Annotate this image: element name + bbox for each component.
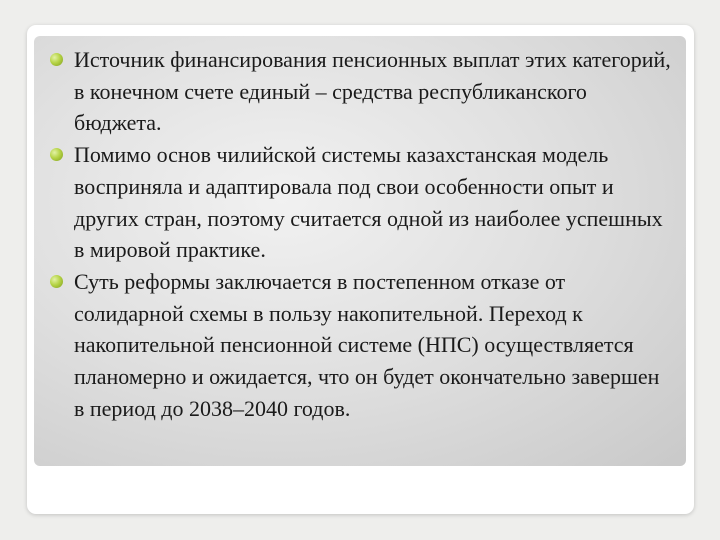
- bullet-item-reform-essence: [34, 266, 674, 425]
- bullet-item-funding-source: [34, 44, 674, 139]
- bullet-dot-icon: [50, 53, 63, 66]
- bullet-text: Источник финансирования пенсионных выплат этих категорий, в конечном счете единый – средства республиканского бюджета.: [74, 47, 671, 136]
- bullet-dot-icon: [50, 148, 63, 161]
- bullet-list: [34, 44, 674, 424]
- bullet-text: Суть реформы заключается в постепенном отказе от солидарной схемы в пользу накопительной. Переход к накопительной пенсионной системе (НПС) осуществляется планомерно и ожидается, что он будет окончательно завершен в период до 2038–2040 годов.: [74, 268, 660, 421]
- bullet-dot-icon: [50, 275, 63, 288]
- bullet-text: Помимо основ чилийской системы казахстанская модель восприняла и адаптировала под свои особенности опыт и других стран, поэтому считается одной из наиболее успешных в мировой практике.: [74, 142, 663, 263]
- bullet-item-model-adaptation: [34, 139, 674, 266]
